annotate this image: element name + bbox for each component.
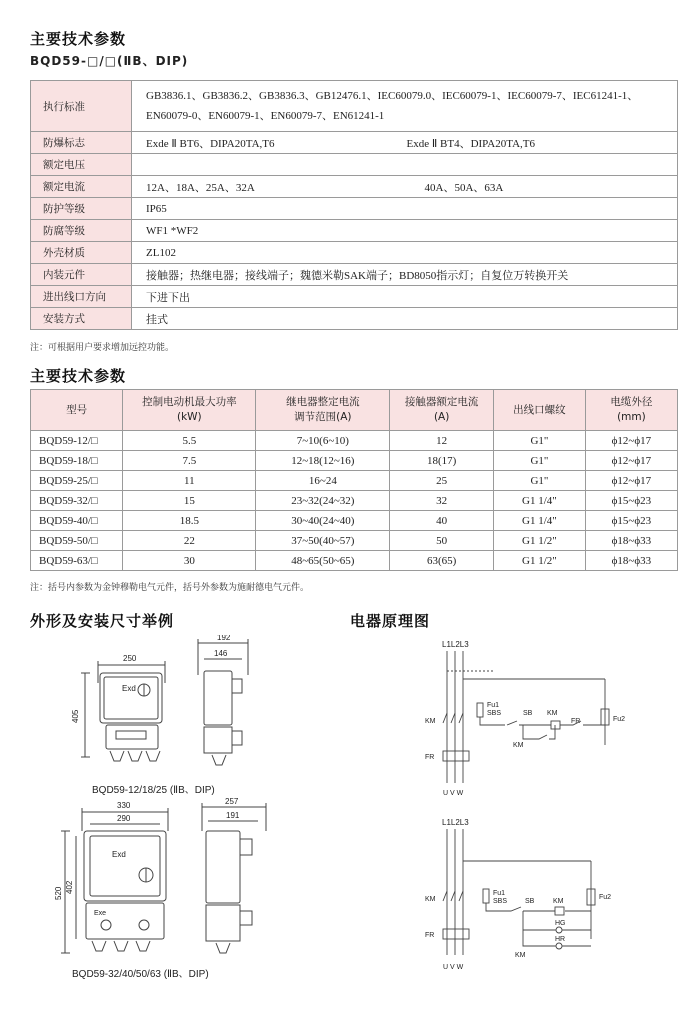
params-cell: BQD59-25/□ [31,471,123,491]
params-header [31,390,123,431]
section-title-schematic: 电器原理图 [350,612,431,630]
spec-label: 防护等级 [31,198,132,220]
params-cell: BQD59-18/□ [31,451,123,471]
params-row [31,511,678,531]
params-header-line2: (kW) [177,411,202,423]
section-title-spec: 主要技术参数 [30,30,127,48]
params-cell: 30 [123,551,256,571]
sch2-km-coil-label: KM [553,898,564,905]
spec-row [31,154,678,176]
sch2-uvw-label: U V W [443,964,464,971]
params-cell: ϕ15~ϕ23 [585,511,677,531]
params-cell: 5.5 [123,431,256,451]
spec-label: 防爆标志 [31,132,132,154]
params-header [256,390,390,431]
spec-value-primary: 12A、18A、25A、32A [146,181,255,194]
params-cell: 16~24 [256,471,390,491]
caption-drawing-1: BQD59-12/18/25 (ⅡB、DIP) [92,785,215,796]
spec-value [132,132,678,154]
params-cell: G1" [494,451,586,471]
params-cell: G1" [494,471,586,491]
note-remote-control: 注：可根据用户要求增加远控功能。 [30,343,175,353]
params-cell: 11 [123,471,256,491]
dim-146: 146 [214,649,228,658]
params-cell: ϕ15~ϕ23 [585,491,677,511]
sch1-sbs-label: SBS [487,710,502,717]
sch1-fu2-label: Fu2 [613,716,626,723]
spec-value-secondary: Exde Ⅱ BT4、DIPA20TA,T6 [406,137,535,150]
params-cell: 7~10(6~10) [256,431,390,451]
params-cell: BQD59-50/□ [31,531,123,551]
params-cell: 15 [123,491,256,511]
spec-value-primary: 挂式 [146,313,168,326]
sch2-hr-lamp-icon [556,943,562,949]
sch2-fu1-label: Fu1 [493,890,506,897]
spec-value-primary: IP65 [146,202,167,215]
params-header-line1: 控制电动机最大功率 [142,396,237,408]
params-cell: 7.5 [123,451,256,471]
params-cell: ϕ18~ϕ33 [585,531,677,551]
params-header-line1: 继电器整定电流 [286,396,360,408]
params-cell: 30~40(24~40) [256,511,390,531]
sch2-fr-label: FR [425,932,435,939]
spec-value-primary: 下进下出 [146,291,190,304]
label-exd-2: Exd [112,850,126,859]
params-cell: BQD59-40/□ [31,511,123,531]
dimension-drawings [20,635,350,1015]
spec-row [31,308,678,330]
params-cell: 48~65(50~65) [256,551,390,571]
sch1-fu1-label: Fu1 [487,702,500,709]
spec-row [31,220,678,242]
params-row [31,471,678,491]
sch2-km-label: KM [425,896,436,903]
spec-label: 外壳材质 [31,242,132,264]
spec-value-continued: EN60079-0、EN60079-1、EN60079-7、EN61241-1 [146,110,385,122]
label-exd-1: Exd [122,684,136,693]
spec-value-secondary: 40A、50A、63A [424,181,504,194]
dim-330: 330 [117,801,131,810]
spec-value [132,198,678,220]
spec-label: 进出线口方向 [31,286,132,308]
spec-value [132,264,678,286]
params-cell: ϕ12~ϕ17 [585,451,677,471]
sch1-km-coil-label: KM [547,710,558,717]
params-cell: 25 [390,471,494,491]
sch1-uvw-label: U V W [443,790,464,797]
params-row [31,531,678,551]
sch1-lines-label: L1L2L3 [442,640,469,649]
spec-label: 内装元件 [31,264,132,286]
spec-value-primary: Exde Ⅱ BT6、DIPA20TA,T6 [146,137,275,150]
params-cell: BQD59-12/□ [31,431,123,451]
spec-value [132,308,678,330]
dim-191: 191 [226,811,240,820]
sch2-sbs-label: SBS [493,898,508,905]
params-header-line1: 型号 [66,403,88,416]
params-cell: 40 [390,511,494,531]
sch1-sb-label: SB [523,710,533,717]
params-cell: G1" [494,431,586,451]
schematic-diagrams [395,635,695,1015]
indicator-lamp-icon [101,920,111,930]
spec-table [30,80,678,330]
spec-label: 防腐等级 [31,220,132,242]
params-cell: ϕ12~ϕ17 [585,471,677,491]
spec-row [31,264,678,286]
sch1-fr-label: FR [425,754,435,761]
params-header [494,390,586,431]
spec-label: 额定电压 [31,154,132,176]
dim-192: 192 [217,635,231,642]
params-cell: 18.5 [123,511,256,531]
dim-257: 257 [225,797,239,806]
params-row [31,451,678,471]
params-header [123,390,256,431]
params-cell: ϕ12~ϕ17 [585,431,677,451]
spec-value [132,81,678,132]
spec-value-primary: GB3836.1、GB3836.2、GB3836.3、GB12476.1、IEC60079.0、IEC60079-1、IEC60079-7、IEC61241-1、 [146,90,639,102]
spec-label: 额定电流 [31,176,132,198]
dim-250: 250 [123,654,137,663]
params-header-line1: 接触器额定电流 [404,396,479,408]
params-cell: ϕ18~ϕ33 [585,551,677,571]
params-table [30,389,678,571]
spec-value [132,176,678,198]
params-header-line2: (A) [433,411,450,423]
params-cell: 37~50(40~57) [256,531,390,551]
model-line: BQD59-□/□(ⅡB、DIP) [30,54,189,68]
params-cell: 63(65) [390,551,494,571]
params-row [31,491,678,511]
section-title-params: 主要技术参数 [30,367,127,385]
spec-row [31,81,678,132]
caption-drawing-2: BQD59-32/40/50/63 (ⅡB、DIP) [72,969,209,980]
dim-402: 402 [65,880,74,894]
spec-row [31,286,678,308]
sch1-fr-contact-label: FR [571,718,581,725]
sch2-km-hold-label: KM [515,952,526,959]
params-header [585,390,677,431]
dim-290: 290 [117,814,131,823]
spec-value [132,286,678,308]
sch2-hg-lamp-icon [556,927,562,933]
params-cell: G1 1/2" [494,531,586,551]
sch2-sb-label: SB [525,898,535,905]
params-cell: G1 1/2" [494,551,586,571]
spec-value-primary: 接触器；热继电器；接线端子；魏德米勒SAK端子；BD8050指示灯；自复位万转换开关 [146,269,569,282]
sch1-km-label: KM [425,718,436,725]
spec-label: 安装方式 [31,308,132,330]
params-cell: 22 [123,531,256,551]
params-cell: BQD59-63/□ [31,551,123,571]
params-cell: 23~32(24~32) [256,491,390,511]
indicator-lamp-icon-2 [139,920,149,930]
params-cell: 18(17) [390,451,494,471]
params-cell: 32 [390,491,494,511]
params-header-line1: 电缆外径 [610,396,653,408]
sch2-fu2-label: Fu2 [599,894,612,901]
params-cell: 12 [390,431,494,451]
note-brands: 注：括号内参数为金钟穆勒电气元件，括号外参数为施耐德电气元件。 [30,583,310,593]
dim-405: 405 [71,709,80,723]
spec-value-primary: ZL102 [146,246,176,259]
section-title-dimensions: 外形及安装尺寸举例 [30,612,175,630]
params-row [31,431,678,451]
sch2-lines-label: L1L2L3 [442,818,469,827]
spec-label: 执行标准 [31,81,132,132]
sch2-hg-label: HG [555,920,566,927]
dim-520: 520 [54,886,63,900]
params-header-line1: 出线口螺纹 [513,403,566,416]
spec-value [132,220,678,242]
params-header-line2: (mm) [617,411,646,423]
spec-value-primary: WF1 *WF2 [146,224,199,237]
spec-row [31,176,678,198]
spec-value [132,154,678,176]
spec-row [31,242,678,264]
sch2-hr-label: HR [555,936,566,943]
params-header-line2: 调节范围(A) [294,411,352,423]
params-cell: 50 [390,531,494,551]
spec-value [132,242,678,264]
label-exe: Exe [94,910,107,917]
sch1-km-hold-label: KM [513,742,524,749]
params-header [390,390,494,431]
spec-row [31,132,678,154]
params-cell: BQD59-32/□ [31,491,123,511]
spec-row [31,198,678,220]
params-row [31,551,678,571]
params-cell: G1 1/4" [494,491,586,511]
params-cell: G1 1/4" [494,511,586,531]
params-cell: 12~18(12~16) [256,451,390,471]
